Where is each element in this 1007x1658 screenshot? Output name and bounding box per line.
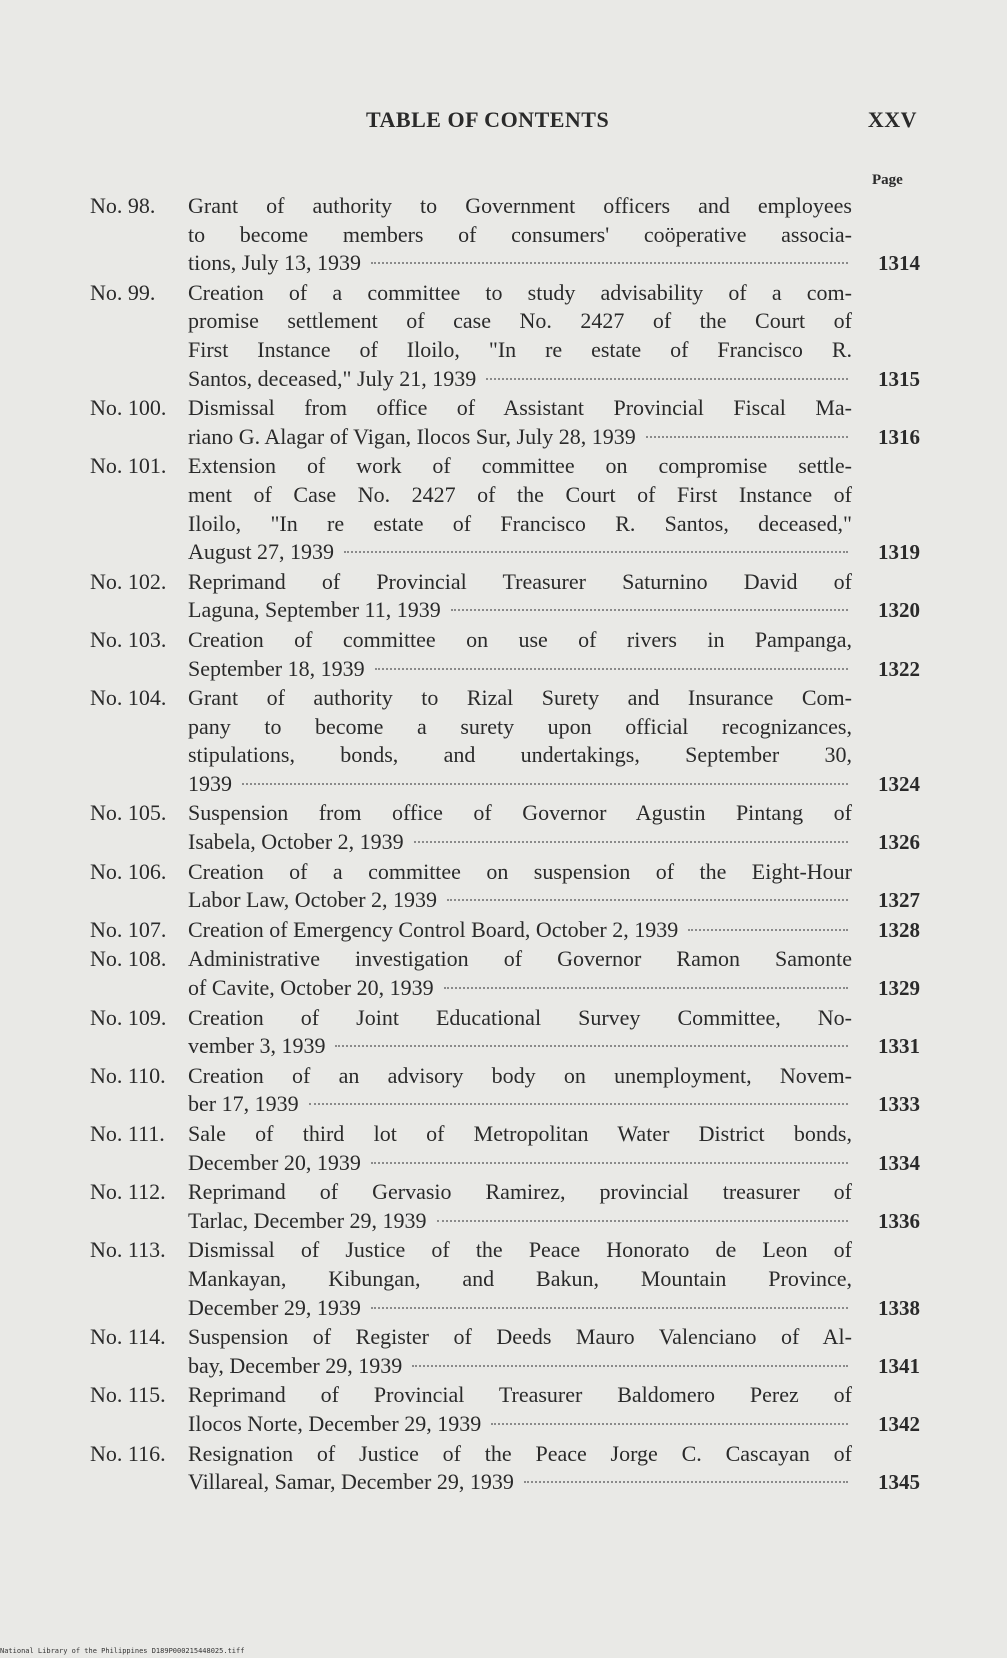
entry-title-line: Tarlac, December 29, 1939 bbox=[188, 1207, 852, 1236]
dot-leader bbox=[688, 929, 848, 931]
toc-entry bbox=[90, 1062, 920, 1119]
entry-page-number: 1315 bbox=[878, 366, 920, 391]
toc-entry bbox=[90, 945, 920, 1002]
entry-number: No. 107. bbox=[90, 916, 167, 942]
dot-leader bbox=[375, 668, 848, 670]
entry-title-line: 1939 bbox=[188, 770, 852, 799]
dot-leader bbox=[437, 1220, 848, 1222]
entry-number: No. 110. bbox=[90, 1062, 166, 1088]
entry-title-line: Villareal, Samar, December 29, 1939 bbox=[188, 1468, 852, 1497]
entry-title-line: ment of Case No. 2427 of the Court of First Instance of bbox=[188, 481, 852, 507]
entry-title-line: Reprimand of Provincial Treasurer Baldomero Perez of bbox=[188, 1382, 852, 1408]
entry-title-line: Creation of Joint Educational Survey Committee, No- bbox=[188, 1004, 852, 1030]
entry-number: No. 101. bbox=[90, 453, 167, 479]
toc-entry bbox=[90, 858, 920, 915]
entry-page-number: 1319 bbox=[878, 540, 920, 565]
entry-page-number: 1324 bbox=[878, 771, 920, 796]
entry-title-line: Ilocos Norte, December 29, 1939 bbox=[188, 1410, 852, 1439]
entry-title-line: pany to become a surety upon official recognizances, bbox=[188, 713, 852, 739]
entry-title-line: tions, July 13, 1939 bbox=[188, 249, 852, 278]
entry-page-number: 1342 bbox=[878, 1411, 920, 1436]
entry-page-number: 1316 bbox=[878, 424, 920, 449]
entry-number: No. 109. bbox=[90, 1004, 167, 1030]
dot-leader bbox=[486, 378, 848, 380]
entry-number: No. 114. bbox=[90, 1324, 166, 1350]
entry-title-line: Reprimand of Gervasio Ramirez, provincial treasurer of bbox=[188, 1179, 852, 1205]
entry-title-line: ber 17, 1939 bbox=[188, 1090, 852, 1119]
entry-title-line: Sale of third lot of Metropolitan Water District bonds, bbox=[188, 1121, 852, 1146]
entry-title-line: December 20, 1939 bbox=[188, 1149, 852, 1178]
scan-footer: National Library of the Philippines D189P000215448025.tiff bbox=[0, 1647, 245, 1655]
dot-leader bbox=[335, 1045, 848, 1047]
entry-title-line: Suspension of Register of Deeds Mauro Valenciano of Al- bbox=[188, 1324, 852, 1350]
toc-entry bbox=[90, 1381, 920, 1438]
entry-page-number: 1345 bbox=[878, 1470, 920, 1495]
entry-number: No. 113. bbox=[90, 1237, 166, 1263]
entry-title bbox=[188, 568, 852, 625]
page-title: TABLE OF CONTENTS bbox=[366, 107, 610, 132]
entry-page-number: 1333 bbox=[878, 1092, 920, 1117]
page-header bbox=[90, 107, 920, 137]
entry-page-number: 1334 bbox=[878, 1150, 920, 1175]
entry-title-line: Iloilo, "In re estate of Francisco R. Santos, deceased," bbox=[188, 510, 852, 536]
dot-leader bbox=[371, 1162, 848, 1164]
entry-title-line: Labor Law, October 2, 1939 bbox=[188, 886, 852, 915]
entry-page-number: 1328 bbox=[878, 917, 920, 942]
entry-title bbox=[188, 1062, 852, 1119]
toc-entry bbox=[90, 916, 920, 945]
entry-title bbox=[188, 1236, 852, 1322]
entry-number: No. 112. bbox=[90, 1179, 166, 1205]
entry-title-line: stipulations, bonds, and undertakings, September 30, bbox=[188, 742, 852, 768]
entry-title-line: bay, December 29, 1939 bbox=[188, 1352, 852, 1381]
dot-leader bbox=[412, 1365, 848, 1367]
entry-number: No. 116. bbox=[90, 1440, 166, 1466]
entry-title-line: Creation of a committee to study advisability of a com- bbox=[188, 279, 852, 305]
entry-title bbox=[188, 192, 852, 278]
entry-number: No. 99. bbox=[90, 279, 156, 305]
entry-number: No. 115. bbox=[90, 1382, 166, 1408]
entry-title-line: Grant of authority to Government officers and employees bbox=[188, 193, 852, 218]
entry-page-number: 1322 bbox=[878, 656, 920, 681]
entry-page-number: 1338 bbox=[878, 1295, 920, 1320]
entry-title bbox=[188, 799, 852, 856]
entry-number: No. 108. bbox=[90, 946, 167, 972]
entry-title bbox=[188, 945, 852, 1002]
entry-title bbox=[188, 1440, 852, 1497]
toc-entry bbox=[90, 626, 920, 683]
entry-title bbox=[188, 452, 852, 566]
entry-title bbox=[188, 1178, 852, 1235]
entry-title-line: Extension of work of committee on compromise settle- bbox=[188, 453, 852, 479]
dot-leader bbox=[451, 609, 848, 611]
dot-leader bbox=[444, 987, 848, 989]
entry-title-line: Creation of committee on use of rivers in Pampanga, bbox=[188, 626, 852, 652]
dot-leader bbox=[646, 436, 848, 438]
toc-entry bbox=[90, 452, 920, 566]
entry-title bbox=[188, 626, 852, 683]
dot-leader bbox=[371, 1307, 848, 1309]
entry-title bbox=[188, 1323, 852, 1380]
entry-title-line: Creation of Emergency Control Board, October 2, 1939 bbox=[188, 916, 852, 945]
entry-number: No. 106. bbox=[90, 858, 167, 884]
entry-page-number: 1336 bbox=[878, 1208, 920, 1233]
entry-number: No. 98. bbox=[90, 193, 156, 218]
toc-entry bbox=[90, 1323, 920, 1380]
entry-title-line: Creation of an advisory body on unemployment, Novem- bbox=[188, 1062, 852, 1088]
dot-leader bbox=[242, 783, 848, 785]
dot-leader bbox=[344, 551, 848, 553]
dot-leader bbox=[309, 1103, 848, 1105]
entry-title-line: Grant of authority to Rizal Surety and Insurance Com- bbox=[188, 685, 852, 711]
toc-entry bbox=[90, 568, 920, 625]
entry-title bbox=[188, 1120, 852, 1177]
dot-leader bbox=[414, 841, 848, 843]
page-column-label: Page bbox=[872, 172, 903, 188]
toc-entry bbox=[90, 192, 920, 278]
dot-leader bbox=[491, 1423, 848, 1425]
toc-entry bbox=[90, 1236, 920, 1322]
entry-number: No. 105. bbox=[90, 800, 167, 826]
entry-number: No. 104. bbox=[90, 685, 167, 711]
entry-title-line: Dismissal from office of Assistant Provincial Fiscal Ma- bbox=[188, 395, 852, 421]
entry-title-line: August 27, 1939 bbox=[188, 538, 852, 567]
entry-title-line: Santos, deceased," July 21, 1939 bbox=[188, 365, 852, 394]
dot-leader bbox=[371, 262, 848, 264]
entry-title bbox=[188, 1381, 852, 1438]
entry-title-line: September 18, 1939 bbox=[188, 655, 852, 684]
entry-title-line: Dismissal of Justice of the Peace Honorato de Leon of bbox=[188, 1237, 852, 1263]
toc-entry bbox=[90, 1004, 920, 1061]
entry-number: No. 111. bbox=[90, 1121, 165, 1146]
entry-title-line: Reprimand of Provincial Treasurer Saturnino David of bbox=[188, 568, 852, 594]
toc-entry bbox=[90, 279, 920, 393]
entry-title-line: Creation of a committee on suspension of the Eight-Hour bbox=[188, 858, 852, 884]
entry-title bbox=[188, 858, 852, 915]
entry-title-line: of Cavite, October 20, 1939 bbox=[188, 974, 852, 1003]
entry-title-line: Isabela, October 2, 1939 bbox=[188, 828, 852, 857]
entry-title-line: riano G. Alagar of Vigan, Ilocos Sur, July 28, 1939 bbox=[188, 423, 852, 452]
entry-title-line: Suspension from office of Governor Agustin Pintang of bbox=[188, 800, 852, 826]
entry-title bbox=[188, 394, 852, 451]
toc-entry bbox=[90, 1120, 920, 1177]
entry-title-line: vember 3, 1939 bbox=[188, 1032, 852, 1061]
toc-entry bbox=[90, 394, 920, 451]
page-number: XXV bbox=[867, 107, 917, 132]
entry-page-number: 1329 bbox=[878, 976, 920, 1001]
entry-title-line: December 29, 1939 bbox=[188, 1294, 852, 1323]
toc-entry bbox=[90, 684, 920, 798]
entry-page-number: 1326 bbox=[878, 830, 920, 855]
entry-number: No. 102. bbox=[90, 568, 167, 594]
dot-leader bbox=[447, 899, 848, 901]
entry-title bbox=[188, 1004, 852, 1061]
entry-title-line: Mankayan, Kibungan, and Bakun, Mountain Province, bbox=[188, 1265, 852, 1291]
entry-title bbox=[188, 279, 852, 393]
entry-title-line: promise settlement of case No. 2427 of the Court of bbox=[188, 308, 852, 334]
toc-entry bbox=[90, 1178, 920, 1235]
entry-title-line: to become members of consumers' coöperative associa- bbox=[188, 221, 852, 247]
entry-title-line: Laguna, September 11, 1939 bbox=[188, 596, 852, 625]
entry-title bbox=[188, 916, 852, 945]
toc-entry bbox=[90, 1440, 920, 1497]
entry-title bbox=[188, 684, 852, 798]
entry-title-line: Resignation of Justice of the Peace Jorge C. Cascayan of bbox=[188, 1440, 852, 1466]
entry-page-number: 1320 bbox=[878, 598, 920, 623]
entry-title-line: First Instance of Iloilo, "In re estate of Francisco R. bbox=[188, 336, 852, 362]
entry-number: No. 103. bbox=[90, 626, 167, 652]
entry-page-number: 1341 bbox=[878, 1353, 920, 1378]
entry-page-number: 1331 bbox=[878, 1034, 920, 1059]
entry-page-number: 1314 bbox=[878, 251, 920, 276]
dot-leader bbox=[524, 1481, 848, 1483]
entry-number: No. 100. bbox=[90, 395, 167, 421]
toc-entry bbox=[90, 799, 920, 856]
entry-page-number: 1327 bbox=[878, 888, 920, 913]
table-of-contents bbox=[90, 192, 920, 1498]
entry-title-line: Administrative investigation of Governor Ramon Samonte bbox=[188, 946, 852, 972]
